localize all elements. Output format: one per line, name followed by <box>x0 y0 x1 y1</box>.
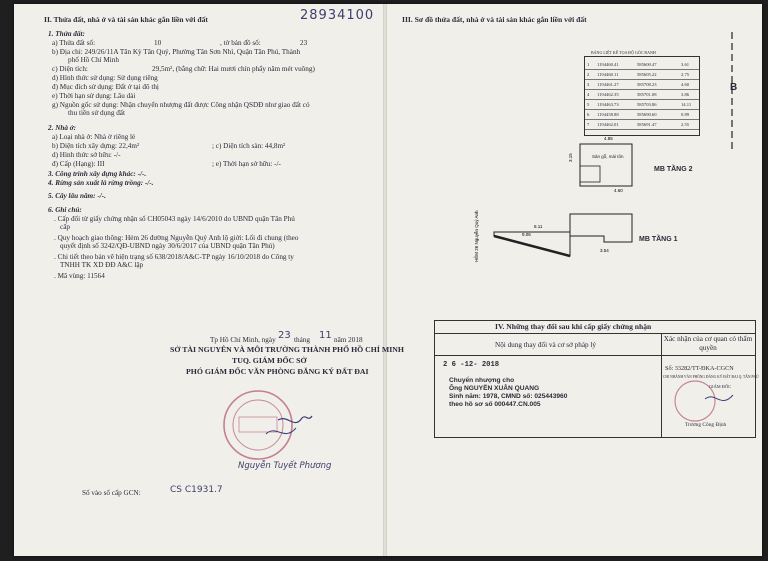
ref-number: Số: 33282/TT-ĐKA-CGCN <box>665 365 734 372</box>
dim-811: 8.11 <box>534 224 543 229</box>
coordinate-cell: 2.55 <box>681 122 690 127</box>
date-year: năm 2018 <box>334 336 363 344</box>
s1-f: e) Thời hạn sử dụng: Lâu dài <box>52 92 136 100</box>
coordinate-cell: 3.61 <box>681 62 690 67</box>
coordinates-table-title: BẢNG LIỆT KÊ TỌA ĐỘ GÓC RANH <box>591 50 656 55</box>
s1-a-value: 10 <box>154 39 162 47</box>
section-iii-header: III. Sơ đồ thửa đất, nhà ở và tài sản khác gắn liền với đất <box>402 15 587 24</box>
coordinate-cell: 1194463.73 <box>597 102 619 107</box>
s5: 5. Cây lâu năm: -/-. <box>48 192 106 200</box>
ground-floor-outline <box>570 214 632 242</box>
s1-c-label: c) Diện tích: <box>52 65 88 73</box>
s1-e: đ) Mục đích sử dụng: Đất ở tại đô thị <box>52 83 159 91</box>
dim-906: 9.06 <box>522 232 531 237</box>
branch-seal <box>667 377 747 425</box>
s3: 3. Công trình xây dựng khác: -/-. <box>48 170 147 178</box>
s2-e-label: đ) Cấp (Hạng): III <box>52 160 105 168</box>
s1-g: g) Nguồn gốc sử dụng: Nhận chuyển nhượng đất được Công nhận QSDĐ như giao đất có <box>52 101 310 109</box>
s1-a-map-label: , tờ bản đồ số: <box>220 39 261 47</box>
section-iv-header: IV. Những thay đổi sau khi cấp giấy chứng nhận <box>495 322 652 331</box>
coordinate-cell: 2 <box>587 72 590 77</box>
road-label: HẺM 26 Nguyễn Quý Anh <box>474 210 479 262</box>
date-month-label: tháng <box>294 336 310 344</box>
gcn-label: Số vào sổ cấp GCN: <box>82 489 141 497</box>
s6-note-3: . Chi tiết theo bản vẽ hiện trạng số 638/2018/A&C-TP ngày 16/10/2018 do Công ty <box>54 253 294 261</box>
floor-1-label: MB TẦNG 1 <box>639 236 678 243</box>
s2-b-label: b) Diện tích xây dựng: 22,4m² <box>52 142 140 150</box>
date-prefix: Tp Hồ Chí Minh, ngày <box>210 336 276 344</box>
col-confirm-header: Xác nhận của cơ quan có thẩm quyền <box>663 335 753 352</box>
s2-d: d) Hình thức sở hữu: -/- <box>52 151 121 159</box>
coordinate-row-divider <box>585 69 699 70</box>
s1-c-value: 29,5m², (bằng chữ: Hai mươi chín phẩy năm mét vuông) <box>152 65 315 73</box>
coordinate-cell: 585708.23 <box>637 82 657 87</box>
s2-e-term: ; e) Thời hạn sở hữu: -/- <box>212 160 281 168</box>
coordinate-cell: 4 <box>587 92 590 97</box>
coordinate-cell: 585701.08 <box>637 92 657 97</box>
coordinate-cell: 1194461.27 <box>597 82 619 87</box>
s6-note-2b: quyết định số 3242/QĐ-UBND ngày 30/6/2017 của UBND quận Tân Phú) <box>60 242 275 250</box>
coordinate-cell: 585600.47 <box>637 62 657 67</box>
col-content-header: Nội dung thay đổi và cơ sở pháp lý <box>495 341 597 349</box>
dim-315: 3.15 <box>568 153 573 162</box>
change-line-1: Chuyển nhượng cho <box>449 377 515 384</box>
changes-table <box>434 320 759 438</box>
s1-d: d) Hình thức sử dụng: Sử dụng riêng <box>52 74 158 82</box>
coordinate-row-divider <box>585 79 699 80</box>
coordinate-cell: 1194462.35 <box>597 92 619 97</box>
dim-460: 4.60 <box>614 188 623 193</box>
coordinate-cell: 585691.47 <box>637 122 657 127</box>
s6-note-1b: cấp <box>60 223 70 231</box>
dim-354: 3.54 <box>600 248 609 253</box>
coordinate-row-divider <box>585 109 699 110</box>
s2-a: a) Loại nhà ở: Nhà ở riêng lẻ <box>52 133 136 141</box>
office-stamp: CHI NHÁNH VĂN PHÒNG ĐĂNG KÝ ĐẤT ĐAI Q. TÂN PHÚ <box>663 375 759 379</box>
coordinate-row-divider <box>585 119 699 120</box>
upper-floor-annex <box>580 166 600 182</box>
s6-note-2: . Quy hoạch giao thông: Hẻm 26 đường Nguyễn Quý Anh lộ giới: Lối đi chung (theo <box>54 234 299 242</box>
change-line-3: Sinh năm: 1978, CMND số: 025443960 <box>449 393 568 400</box>
handwritten-code: 28934100 <box>300 8 375 23</box>
coordinate-cell: 1194462.01 <box>597 122 619 127</box>
change-line-2: Ông NGUYỄN XUÂN QUANG <box>449 385 540 392</box>
floor-2-label: MB TẦNG 2 <box>654 166 693 173</box>
coordinate-cell: 1194460.41 <box>597 62 619 67</box>
gcn-value: CS C1931.7 <box>170 485 223 495</box>
date-day: 23 <box>278 330 291 341</box>
signer-title: GIÁM ĐỐC <box>709 384 732 389</box>
coordinate-cell: 14.11 <box>681 102 692 107</box>
coordinate-cell: 3 <box>587 82 590 87</box>
coordinate-row-divider <box>585 89 699 90</box>
coordinate-cell: 1194460.11 <box>597 72 619 77</box>
s4: 4. Rừng sản xuất là rừng trồng: -/-. <box>48 179 154 187</box>
coordinate-cell: 5 <box>587 102 590 107</box>
s1-a-label: a) Thửa đất số: <box>52 39 96 47</box>
lot-line <box>494 236 570 256</box>
upper-floor-area-label: Sàn gỗ, mái tôn <box>592 154 624 159</box>
coordinate-cell: 4.60 <box>681 82 690 87</box>
margin-letter-b: B <box>730 82 738 93</box>
certificate-page <box>14 4 762 556</box>
section-ii-header: II. Thửa đất, nhà ở và tài sản khác gắn liền với đất <box>44 15 208 24</box>
coordinate-row-divider <box>585 99 699 100</box>
s6-note-3b: TNHH TK XD ĐĐ A&C lập <box>60 261 144 269</box>
signature-org: SỞ TÀI NGUYÊN VÀ MÔI TRƯỜNG THÀNH PHỐ HỒ CHÍ MINH <box>170 345 404 354</box>
change-line-4: theo hồ sơ số 000447.CN.005 <box>449 401 541 408</box>
coordinate-cell: 2.75 <box>681 72 690 77</box>
coordinate-cell: 7 <box>587 122 590 127</box>
coordinate-cell: 585605.22 <box>637 72 657 77</box>
coordinate-cell: 3.86 <box>681 92 690 97</box>
signature-office: PHÓ GIÁM ĐỐC VĂN PHÒNG ĐĂNG KÝ ĐẤT ĐAI <box>186 367 369 376</box>
s1-b2: phố Hồ Chí Minh <box>68 56 119 64</box>
s2-b-floor: ; c) Diện tích sàn: 44,8m² <box>212 142 286 150</box>
signer-name-right: Trương Công Định <box>685 422 727 428</box>
dim-485: 4.85 <box>604 136 613 141</box>
s6-note-4: . Mã vùng: 11564 <box>54 272 105 280</box>
coordinate-cell: 585690.60 <box>637 112 657 117</box>
coordinate-cell: 1 <box>587 62 590 67</box>
coordinates-table <box>584 50 700 136</box>
s1-b: b) Địa chỉ: 249/26/11A Tân Kỳ Tân Quý, Phường Tân Sơn Nhì, Quận Tân Phú, Thành <box>52 48 301 56</box>
coordinate-cell: 1194458.88 <box>597 112 619 117</box>
coordinate-cell: 0.89 <box>681 112 690 117</box>
coordinate-cell: 585703.86 <box>637 102 657 107</box>
page-fold <box>383 4 387 556</box>
coordinate-row-divider <box>585 129 699 130</box>
s1-g2: thu tiền sử dụng đất <box>68 109 125 117</box>
stamp-date: 2 6 -12- 2018 <box>443 361 500 369</box>
coordinate-cell: 6 <box>587 112 590 117</box>
s1-title: 1. Thửa đất: <box>48 30 85 38</box>
floor-plan-drawing <box>434 132 734 292</box>
signer-name: Nguyễn Tuyết Phương <box>238 461 332 471</box>
date-month: 11 <box>319 330 332 341</box>
s2-title: 2. Nhà ở: <box>48 124 77 132</box>
signature-tuq: TUQ. GIÁM ĐỐC SỞ <box>232 356 307 365</box>
s6-title: 6. Ghi chú: <box>48 206 82 214</box>
s1-a-map-value: 23 <box>300 39 308 47</box>
s6-note-1: . Cấp đổi từ giấy chứng nhận số CH05043 ngày 14/6/2010 do UBND quận Tân Phú <box>54 215 295 223</box>
official-seal <box>218 384 314 466</box>
